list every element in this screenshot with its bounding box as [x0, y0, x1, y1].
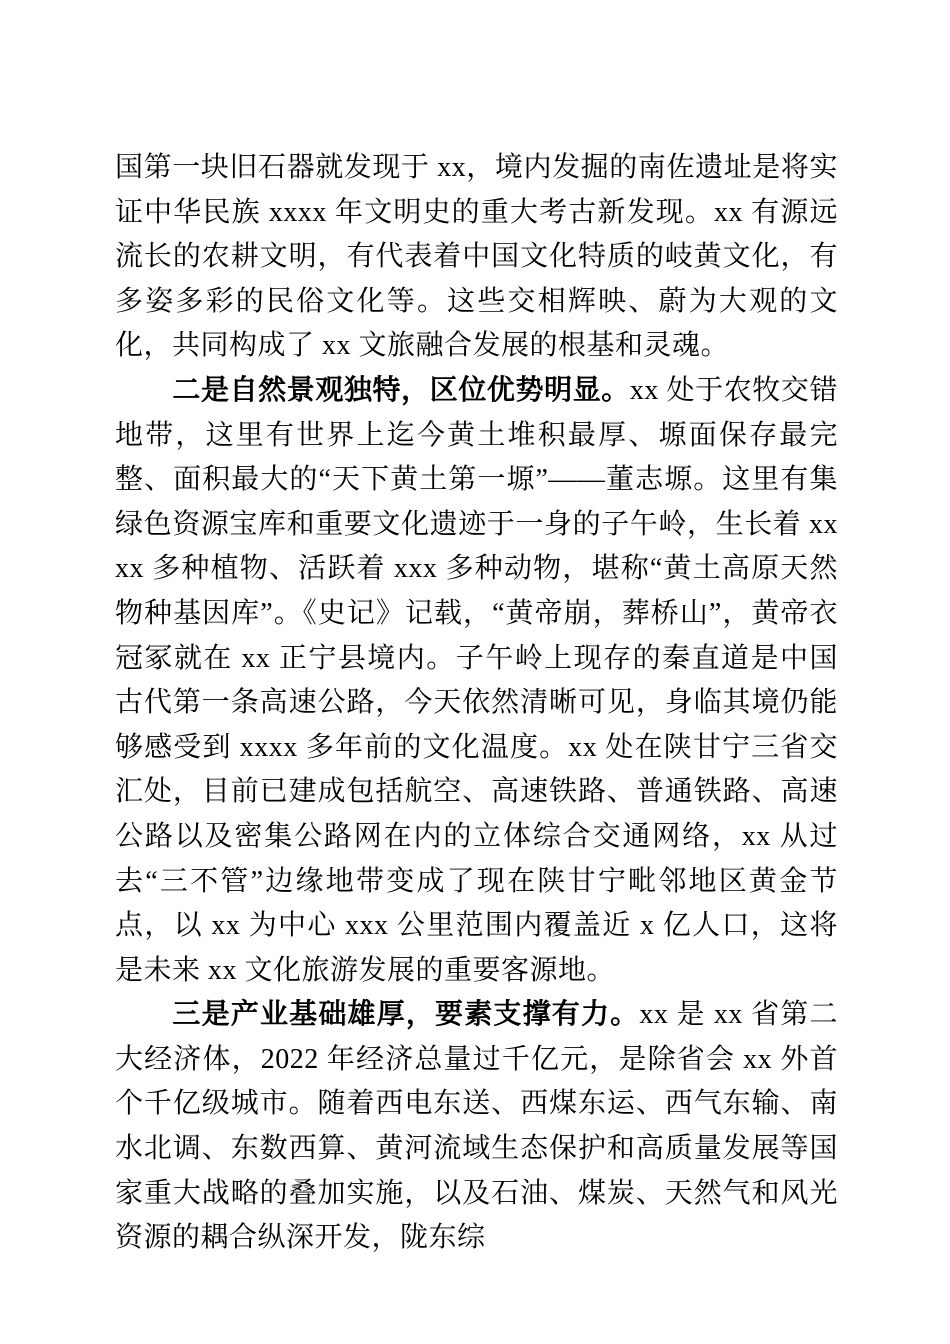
paragraph-3: [115, 993, 838, 1261]
paragraph-2-text: xx 处于农牧交错地带，这里有世界上迄今黄土堆积最厚、塬面保存最完整、面积最大的“天下黄土第一塬”——董志塬。这里有集绿色资源宝库和重要文化遗迹于一身的子午岭，生长着 xxxx 多种植物、活跃着 xxx 多种动物，堪称“黄土高原天然物种基因库”。《史记》记载，“黄帝崩，葬桥山”，黄帝衣冠冢就在 xx 正宁县境内。子午岭上现存的秦直道是中国古代第一条高速公路，今天依然清晰可见，身临其境仍能够感受到 xxxx 多年前的文化温度。xx 处在陕甘宁三省交汇处，目前已建成包括航空、高速铁路、普通铁路、高速公路以及密集公路网在内的立体综合交通网络，xx 从过去“三不管”边缘地带变成了现在陕甘宁毗邻地区黄金节点，以 xx 为中心 xxx 公里范围内覆盖近 x 亿人口，这将是未来 xx 文化旅游发展的重要客源地。: [115, 374, 838, 986]
paragraph-2-lead: 二是自然景观独特，区位优势明显。: [172, 374, 630, 406]
paragraph-3-text: xx 是 xx 省第二大经济体，2022 年经济总量过千亿元，是除省会 xx 外首个千亿级城市。随着西电东送、西煤东运、西气东输、南水北调、东数西算、黄河流域生态保护和高质量发展等国家重大战略的叠加实施，以及石油、煤炭、天然气和风光资源的耦合纵深开发，陇东综: [115, 999, 838, 1254]
paragraph-1: [115, 146, 838, 369]
paragraph-2: [115, 369, 838, 993]
paragraph-3-lead: 三是产业基础雄厚，要素支撑有力。: [172, 999, 640, 1031]
paragraph-1-text: 国第一块旧石器就发现于 xx，境内发掘的南佐遗址是将实证中华民族 xxxx 年文明史的重大考古新发现。xx 有源远流长的农耕文明，有代表着中国文化特质的岐黄文化，有多姿多彩的民俗文化等。这些交相辉映、蔚为大观的文化，共同构成了 xx 文旅融合发展的根基和灵魂。: [115, 152, 838, 362]
